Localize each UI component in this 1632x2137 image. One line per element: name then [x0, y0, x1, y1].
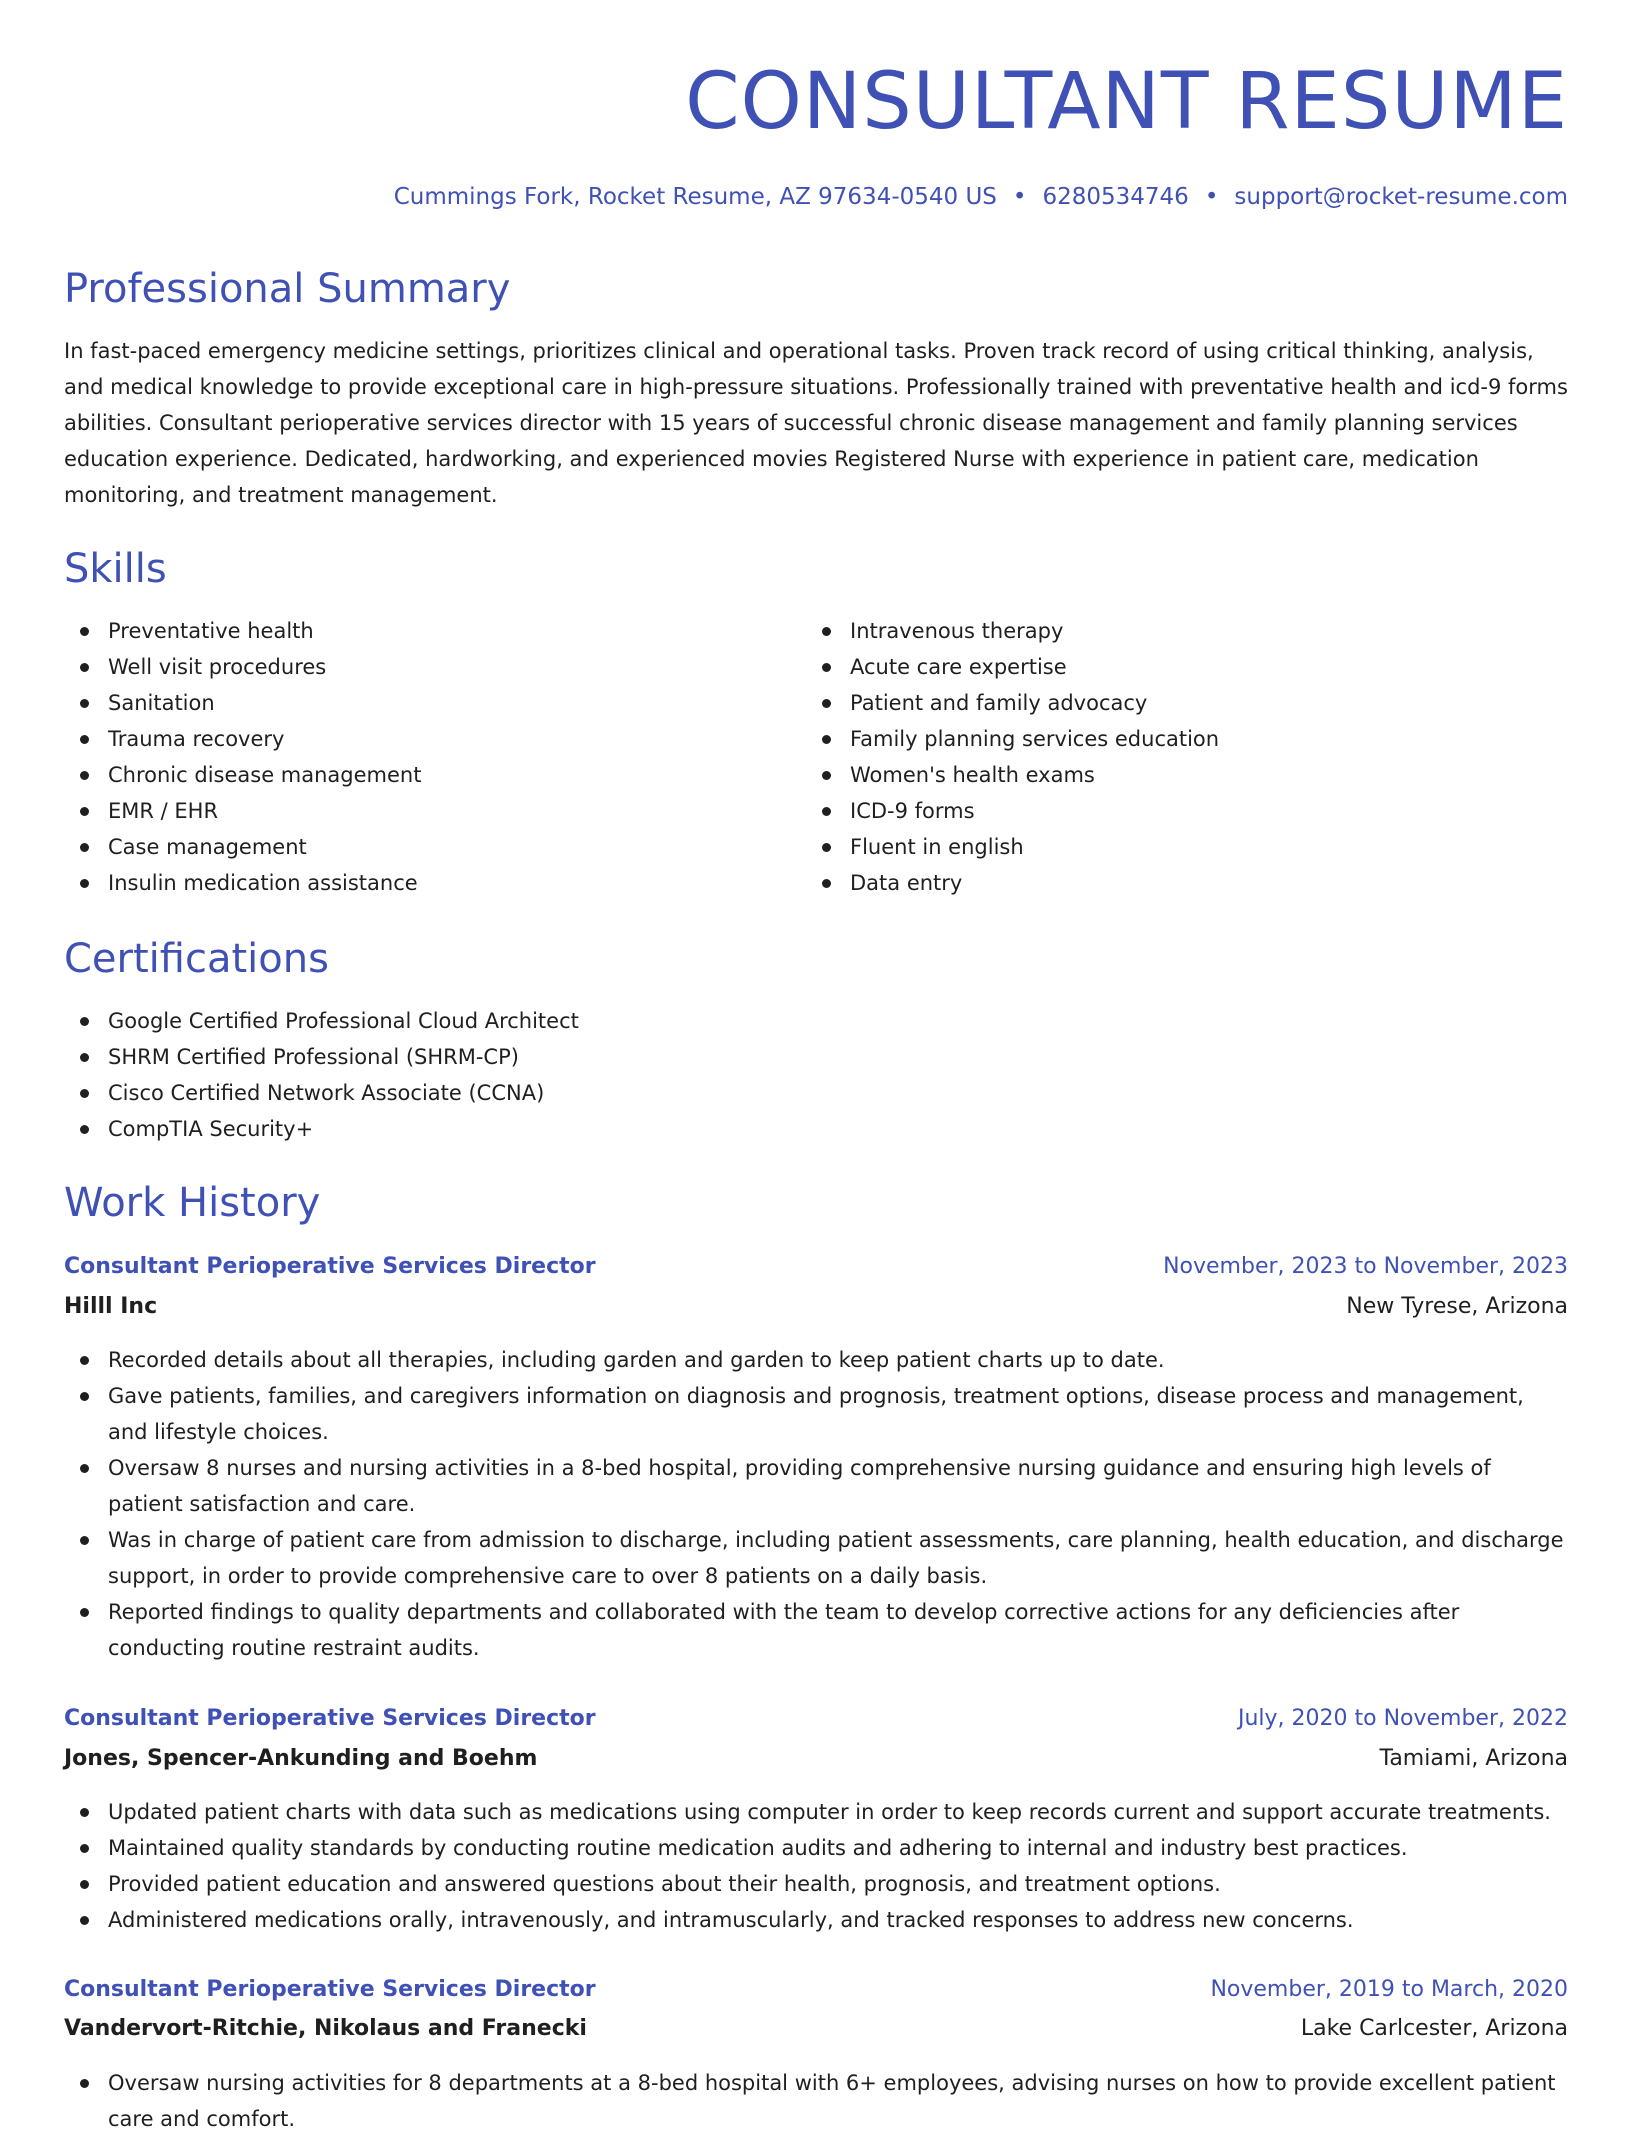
skill-item: Insulin medication assistance: [64, 865, 804, 901]
skills-list-left: [64, 613, 804, 901]
contact-email: support@rocket-resume.com: [1234, 184, 1568, 210]
skill-item: Patient and family advocacy: [806, 685, 1566, 721]
job-duty: Updated patient charts with data such as medications using computer in order to keep records current and support accurate treatments.: [64, 1794, 1568, 1830]
job-title: Consultant Perioperative Services Director: [64, 1977, 596, 2002]
skill-item: Trauma recovery: [64, 721, 804, 757]
skill-item: Chronic disease management: [64, 757, 804, 793]
job-company: Jones, Spencer-Ankunding and Boehm: [64, 1746, 538, 1771]
skill-item: EMR / EHR: [64, 793, 804, 829]
job-title: Consultant Perioperative Services Director: [64, 1706, 596, 1731]
job-dates: November, 2023 to November, 2023: [1163, 1254, 1568, 1279]
job-duty: Recorded details about all therapies, including garden and garden to keep patient charts up to date.: [64, 1342, 1568, 1378]
skill-item: Women's health exams: [806, 757, 1566, 793]
job-duty: Oversaw 8 nurses and nursing activities in a 8-bed hospital, providing comprehensive nursing guidance and ensuring high levels of patient satisfaction and care.: [64, 1450, 1568, 1522]
job-duties-list: [64, 1342, 1568, 1666]
job-duties-list: [64, 2065, 1568, 2137]
job-title: Consultant Perioperative Services Director: [64, 1254, 596, 1279]
skill-item: Case management: [64, 829, 804, 865]
certification-item: Google Certified Professional Cloud Architect: [64, 1003, 1568, 1039]
skill-item: ICD-9 forms: [806, 793, 1566, 829]
job-location: Tamiami, Arizona: [1379, 1746, 1568, 1771]
skills-list-right: [806, 613, 1566, 901]
contact-phone: 6280534746: [1042, 184, 1189, 210]
contact-separator: •: [1204, 184, 1219, 210]
skill-item: Fluent in english: [806, 829, 1566, 865]
contact-address: Cummings Fork, Rocket Resume, AZ 97634-0540 US: [393, 184, 997, 210]
skill-item: Data entry: [806, 865, 1566, 901]
job-duty: Gave patients, families, and caregivers information on diagnosis and prognosis, treatment options, disease process and management, and lifestyle choices.: [64, 1378, 1568, 1450]
skill-item: Intravenous therapy: [806, 613, 1566, 649]
summary-heading: Professional Summary: [64, 266, 511, 312]
skills-heading: Skills: [64, 546, 167, 592]
job-duty: Provided patient education and answered questions about their health, prognosis, and treatment options.: [64, 1866, 1568, 1902]
skill-item: Sanitation: [64, 685, 804, 721]
job-location: Lake Carlcester, Arizona: [1300, 2016, 1568, 2041]
skill-item: Acute care expertise: [806, 649, 1566, 685]
certification-item: SHRM Certified Professional (SHRM-CP): [64, 1039, 1568, 1075]
skill-item: Family planning services education: [806, 721, 1566, 757]
job-duties-list: [64, 1794, 1568, 1938]
job-company: Vandervort-Ritchie, Nikolaus and Franecki: [64, 2016, 587, 2041]
certifications-heading: Certifications: [64, 936, 329, 982]
job-dates: July, 2020 to November, 2022: [1237, 1706, 1568, 1731]
skill-item: Well visit procedures: [64, 649, 804, 685]
job-duty: Reported findings to quality departments and collaborated with the team to develop corrective actions for any deficiencies after conducting routine restraint audits.: [64, 1594, 1568, 1666]
job-duty: Was in charge of patient care from admission to discharge, including patient assessments, care planning, health education, and discharge support, in order to provide comprehensive care to over 8 patients on a daily basis.: [64, 1522, 1568, 1594]
resume-page: [64, 0, 1568, 2131]
resume-title: CONSULTANT RESUME: [685, 57, 1568, 147]
certifications-list: [64, 1003, 1568, 1147]
job-duty: Oversaw nursing activities for 8 departments at a 8-bed hospital with 6+ employees, advising nurses on how to provide excellent patient care and comfort.: [64, 2065, 1568, 2137]
job-duty: Administered medications orally, intravenously, and intramuscularly, and tracked responses to address new concerns.: [64, 1902, 1568, 1938]
certification-item: CompTIA Security+: [64, 1111, 1568, 1147]
job-company: Hilll Inc: [64, 1294, 158, 1319]
contact-line: [394, 180, 1568, 214]
work-history-heading: Work History: [64, 1180, 321, 1226]
job-dates: November, 2019 to March, 2020: [1210, 1977, 1568, 2002]
job-location: New Tyrese, Arizona: [1346, 1294, 1568, 1319]
job-duty: Maintained quality standards by conducting routine medication audits and adhering to internal and industry best practices.: [64, 1830, 1568, 1866]
certification-item: Cisco Certified Network Associate (CCNA): [64, 1075, 1568, 1111]
skill-item: Preventative health: [64, 613, 804, 649]
contact-separator: •: [1012, 184, 1027, 210]
summary-text: In fast-paced emergency medicine settings, prioritizes clinical and operational tasks. Proven track record of using critical thinking, analysis, and medical knowledge to provide exceptional care in high-pressure situations. Professionally trained with preventative health and icd-9 forms abilities. Consultant perioperative services director with 15 years of successful chronic disease management and family planning services education experience. Dedicated, hardworking, and experienced movies Registered Nurse with experience in patient care, medication monitoring, and treatment management.: [64, 339, 1568, 507]
